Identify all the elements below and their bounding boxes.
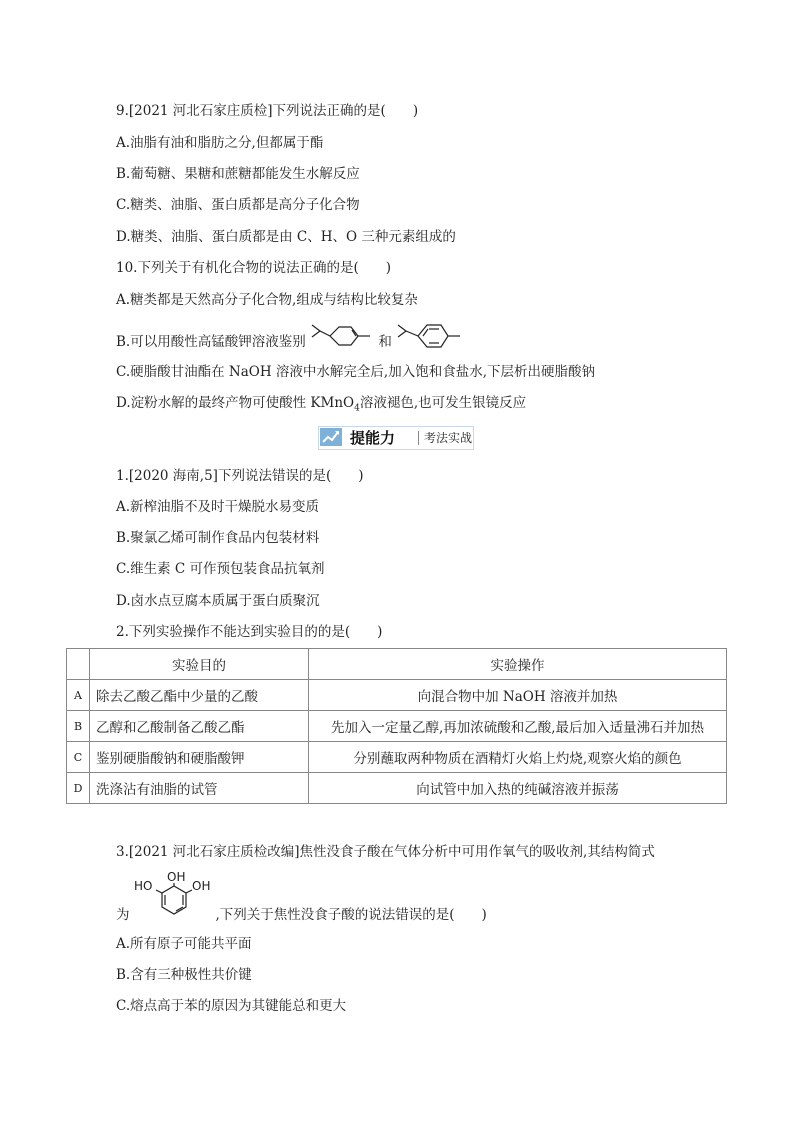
table-header-key <box>67 649 90 680</box>
q10-stem: 10.下列关于有机化合物的说法正确的是( ) <box>116 260 392 276</box>
chart-trend-icon <box>320 428 342 446</box>
p1-option-d[interactable]: D.卤水点豆腐本质属于蛋白质聚沉 <box>116 593 320 609</box>
p1-option-c[interactable]: C.维生素 C 可作预包装食品抗氧剂 <box>116 561 325 577</box>
row-key: D <box>67 773 90 804</box>
table-header-row <box>67 649 727 680</box>
structure-label-oh-top: OH <box>167 870 186 884</box>
p3-line2 <box>116 905 487 925</box>
row-key: C <box>67 742 90 773</box>
q10-option-d-text: D.淀粉水解的最终产物可使酸性 KMnO <box>116 395 355 411</box>
table-header-goal: 实验目的 <box>90 649 309 680</box>
q9-stem: 9.[2021 河北石家庄质检]下列说法正确的是( ) <box>116 103 419 119</box>
q10-option-b-and: 和 <box>378 334 392 350</box>
cyclohexene-structure-icon <box>310 319 374 353</box>
table-row[interactable] <box>67 742 727 773</box>
row-goal: 除去乙酸乙酯中少量的乙酸 <box>90 680 309 711</box>
q10-option-d[interactable] <box>116 393 526 419</box>
p3-option-a[interactable]: A.所有原子可能共平面 <box>116 936 252 952</box>
q9-option-a[interactable]: A.油脂有油和脂肪之分,但都属于酯 <box>116 135 324 151</box>
row-goal: 洗涤沾有油脂的试管 <box>90 773 309 804</box>
q10-option-a[interactable]: A.糖类都是天然高分子化合物,组成与结构比较复杂 <box>116 292 418 308</box>
p3-stem: 3.[2021 河北石家庄质检改编]焦性没食子酸在气体分析中可用作氧气的吸收剂,其结构简式 <box>116 844 655 860</box>
p1-option-a[interactable]: A.新榨油脂不及时干燥脱水易变质 <box>116 499 320 515</box>
table-row[interactable] <box>67 680 727 711</box>
experiment-table <box>66 648 727 804</box>
p3-line2-prefix: 为 <box>116 907 130 923</box>
row-key: B <box>67 711 90 742</box>
q10-option-b-text: B.可以用酸性高锰酸钾溶液鉴别 <box>116 334 306 350</box>
row-operation: 向试管中加入热的纯碱溶液并振荡 <box>309 773 727 804</box>
row-key: A <box>67 680 90 711</box>
banner-title: 提能力 <box>350 429 396 447</box>
banner-divider <box>418 431 419 445</box>
table-row[interactable] <box>67 711 727 742</box>
p1-stem: 1.[2020 海南,5]下列说法错误的是( ) <box>116 468 364 484</box>
p3-line2-suffix: ,下列关于焦性没食子酸的说法错误的是( ) <box>215 907 487 923</box>
table-header-operation: 实验操作 <box>309 649 727 680</box>
row-goal: 鉴别硬脂酸钠和硬脂酸钾 <box>90 742 309 773</box>
row-operation: 向混合物中加 NaOH 溶液并加热 <box>309 680 727 711</box>
row-goal: 乙醇和乙酸制备乙酸乙酯 <box>90 711 309 742</box>
q10-option-c[interactable]: C.硬脂酸甘油酯在 NaOH 溶液中水解完全后,加入饱和食盐水,下层析出硬脂酸钠 <box>116 364 596 380</box>
p3-option-c[interactable]: C.熔点高于苯的原因为其键能总和更大 <box>116 998 347 1014</box>
p2-stem: 2.下列实验操作不能达到实验目的的是( ) <box>116 624 383 640</box>
section-banner <box>318 426 474 450</box>
row-operation: 分别蘸取两种物质在酒精灯火焰上灼烧,观察火焰的颜色 <box>309 742 727 773</box>
banner-subtitle: 考法实战 <box>424 431 473 445</box>
q10-option-b[interactable] <box>116 332 472 353</box>
structure-label-oh-right: OH <box>192 879 211 893</box>
p3-option-b[interactable]: B.含有三种极性共价键 <box>116 967 252 983</box>
row-operation: 先加入一定量乙醇,再加浓硫酸和乙酸,最后加入适量沸石并加热 <box>309 711 727 742</box>
q9-option-b[interactable]: B.葡萄糖、果糖和蔗糖都能发生水解反应 <box>116 166 360 182</box>
q9-option-d[interactable]: D.糖类、油脂、蛋白质都是由 C、H、O 三种元素组成的 <box>116 229 456 245</box>
p-cymene-structure-icon <box>396 319 472 353</box>
q10-option-d-subscript: 4 <box>354 403 360 414</box>
table-row[interactable] <box>67 773 727 804</box>
structure-label-ho-left: HO <box>134 879 153 893</box>
q10-option-d-suffix: 溶液褪色,也可发生银镜反应 <box>359 395 527 411</box>
q9-option-c[interactable]: C.糖类、油脂、蛋白质都是高分子化合物 <box>116 197 360 213</box>
p1-option-b[interactable]: B.聚氯乙烯可制作食品内包装材料 <box>116 530 320 546</box>
